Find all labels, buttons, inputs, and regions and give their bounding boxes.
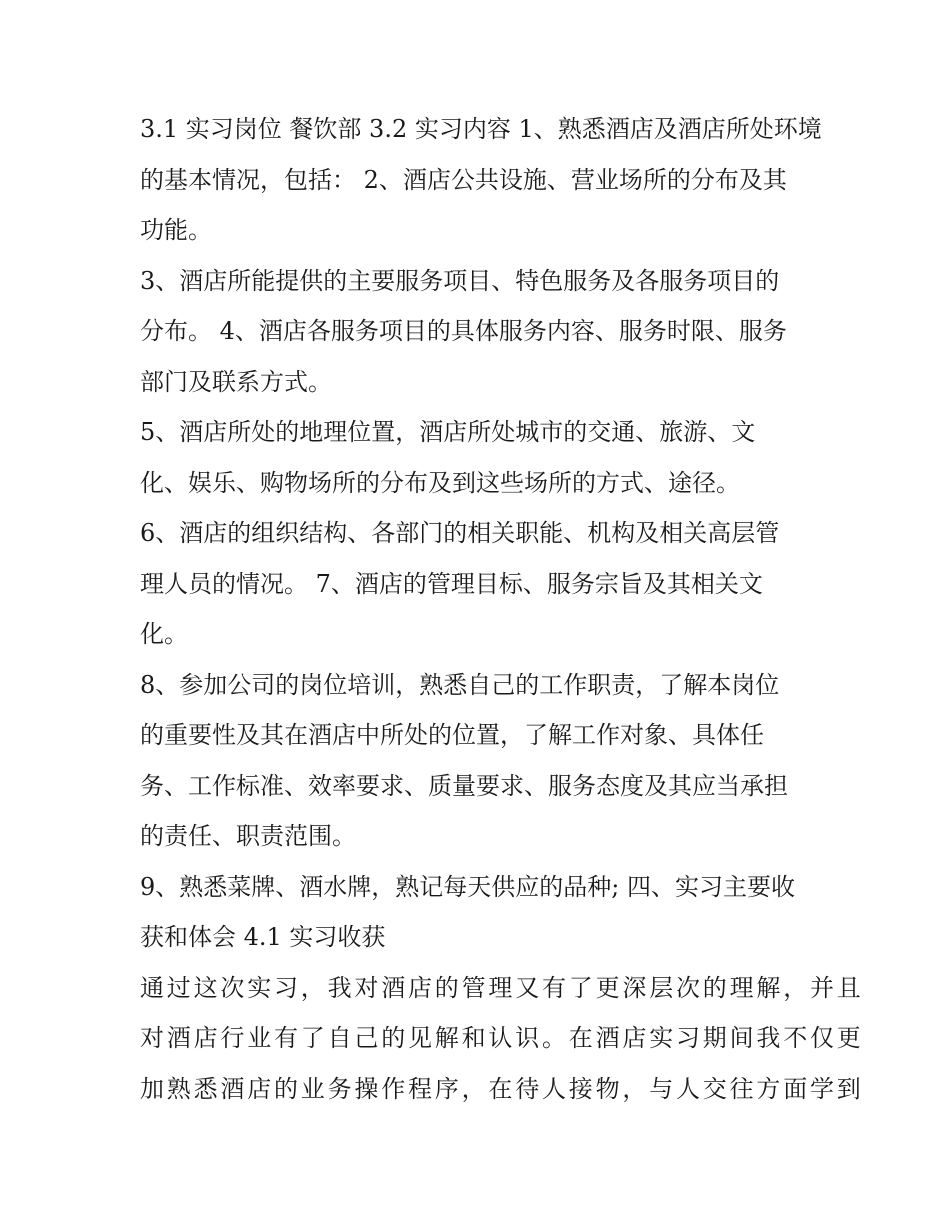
text-line: 对酒店行业有了自己的见解和认识。在酒店实习期间我不仅更	[140, 1024, 864, 1052]
text-line: 务、工作标准、效率要求、质量要求、服务态度及其应当承担	[140, 771, 788, 800]
text-line: 获和体会 4.1 实习收获	[140, 923, 386, 951]
text-line: 加熟悉酒店的业务操作程序，在待人接物，与人交往方面学到	[140, 1074, 864, 1103]
text-line: 分布。 4、酒店各服务项目的具体服务内容、服务时限、服务	[140, 317, 787, 345]
text-line: 的基本情况，包括： 2、酒店公共设施、营业场所的分布及其	[140, 165, 787, 194]
text-line: 8、参加公司的岗位培训，熟悉自己的工作职责，了解本岗位	[140, 670, 780, 699]
text-line: 的责任、职责范围。	[140, 822, 356, 850]
text-line: 6、酒店的组织结构、各部门的相关职能、机构及相关高层管	[140, 519, 780, 547]
document-body	[140, 104, 864, 1114]
text-line: 3.1 实习岗位 餐饮部 3.2 实习内容 1、熟悉酒店及酒店所处环境	[140, 115, 822, 143]
text-line: 功能。	[140, 216, 212, 244]
text-line: 化、娱乐、购物场所的分布及到这些场所的方式、途径。	[140, 468, 740, 497]
text-line: 理人员的情况。 7、酒店的管理目标、服务宗旨及其相关文	[140, 569, 763, 598]
text-line: 5、酒店所处的地理位置，酒店所处城市的交通、旅游、文	[140, 418, 756, 446]
text-line: 3、酒店所能提供的主要服务项目、特色服务及各服务项目的	[140, 266, 780, 295]
text-line: 部门及联系方式。	[140, 367, 332, 396]
text-line: 通过这次实习，我对酒店的管理又有了更深层次的理解，并且	[140, 973, 864, 1002]
text-line: 的重要性及其在酒店中所处的位置，了解工作对象、具体任	[140, 721, 764, 749]
text-line: 化。	[140, 620, 188, 648]
text-line: 9、熟悉菜牌、酒水牌，熟记每天供应的品种; 四、实习主要收	[140, 872, 795, 901]
